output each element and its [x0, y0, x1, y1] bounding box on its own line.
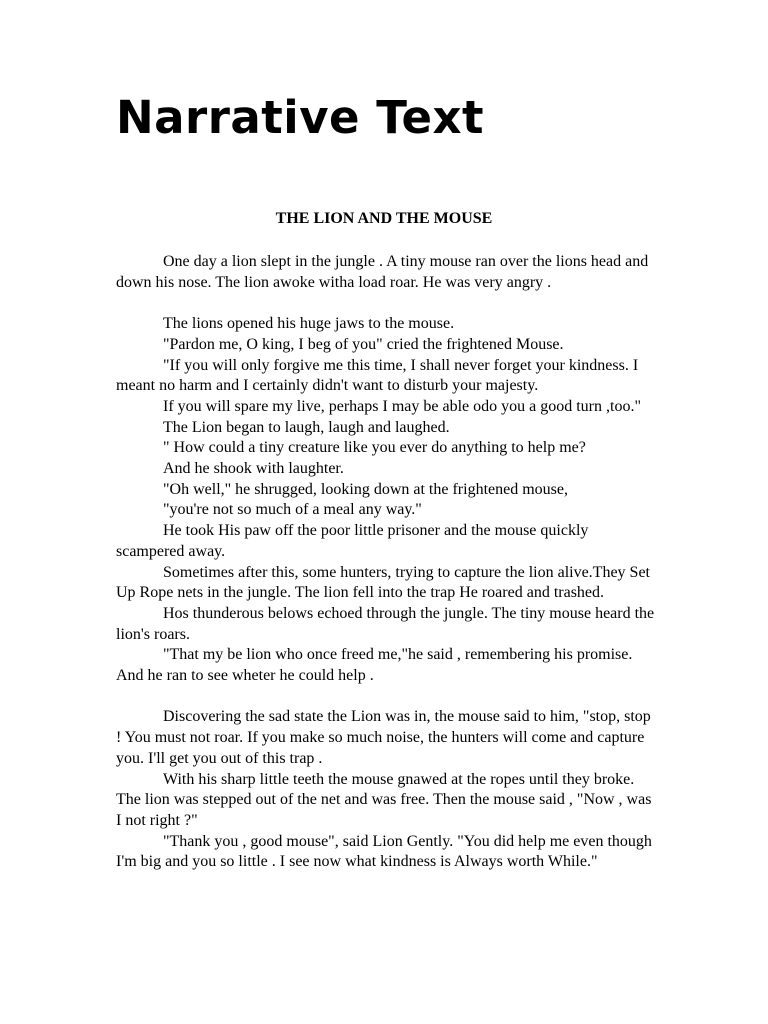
paragraph: With his sharp little teeth the mouse gnawed at the ropes until they broke. The lion was stepped out of the net and was free. Then the mouse said , "Now , was I not right ?" — [116, 770, 652, 829]
paragraph: Hos thunderous belows echoed through the jungle. The tiny mouse heard the lion's roars. — [116, 604, 655, 643]
paragraph: "Pardon me, O king, I beg of you" cried the frightened Mouse. — [163, 335, 564, 353]
paragraph: If you will spare my live, perhaps I may be able odo you a good turn ,too." — [163, 397, 641, 415]
paragraph: And he shook with laughter. — [163, 460, 344, 478]
story-title: THE LION AND THE MOUSE — [275, 210, 493, 227]
paragraph: The Lion began to laugh, laugh and laughed. — [163, 418, 450, 436]
paragraph: "you're not so much of a meal any way." — [163, 501, 422, 519]
paragraph: " How could a tiny creature like you ever do anything to help me? — [163, 439, 586, 457]
paragraph: "Oh well," he shrugged, looking down at the frightened mouse, — [163, 480, 568, 498]
paragraph: "That my be lion who once freed me,"he said , remembering his promise. And he ran to see wheter he could help . — [116, 646, 633, 685]
paragraph: One day a lion slept in the jungle . A tiny mouse ran over the lions head and down his nose. The lion awoke witha load roar. He was very angry . — [116, 253, 649, 291]
paragraph: Discovering the sad state the Lion was in, the mouse said to him, "stop, stop ! You must not roar. If you make so much noise, the hunters will come and capture you. I'll get you out of this trap . — [116, 708, 651, 767]
page-heading: Narrative Text — [116, 91, 485, 144]
paragraph: "If you will only forgive me this time, I shall never forget your kindness. I meant no harm and I certainly didn't want to disturb your majesty. — [116, 356, 639, 395]
paragraph: The lions opened his huge jaws to the mouse. — [163, 315, 455, 333]
paragraph: Sometimes after this, some hunters, trying to capture the lion alive.They Set Up Rope nets in the jungle. The lion fell into the trap He roared and trashed. — [116, 563, 650, 602]
story-body — [116, 252, 656, 873]
paragraph: He took His paw off the poor little prisoner and the mouse quickly scampered away. — [116, 522, 589, 560]
paragraph: "Thank you , good mouse", said Lion Gently. "You did help me even though I'm big and you so little . I see now what kindness is Always worth While." — [116, 832, 652, 871]
